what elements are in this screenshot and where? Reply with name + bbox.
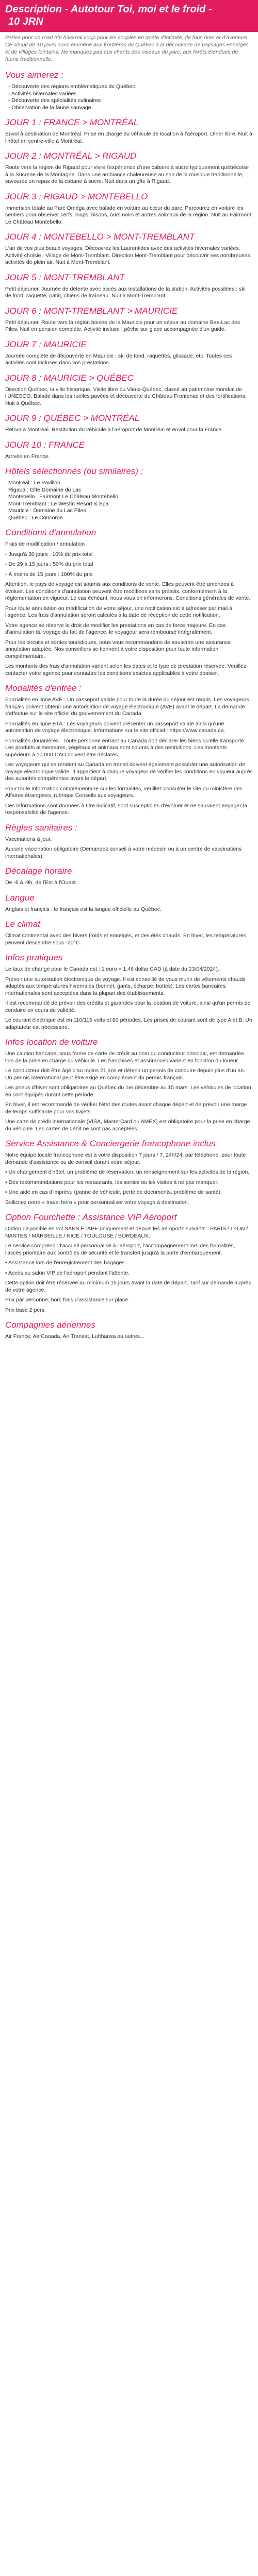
day-title: JOUR 3 : RIGAUD > MONTEBELLO: [5, 191, 148, 201]
practical-paragraph: Le courant électrique est en 110/115 volts et 60 périodes. Les prises de courant sont de type A et B. Un adaptateur est nécessaire.: [5, 1017, 252, 1030]
assistance-paragraph: • Une aide en cas d'imprévu (panne de véhicule, perte de documents, problème de santé).: [5, 1189, 222, 1195]
formalities-paragraph: Les voyageurs qui se rendent au Canada en transit doivent également posséder une autorisation de voyage électronique valide. Il appartient à chaque voyageur de vérifier les conditions en vigueur auprès des autorités compétentes avant le départ.: [5, 761, 253, 782]
language-text: Anglais et français : le français est la langue officielle au Québec.: [5, 906, 162, 912]
assistance-paragraph: • Des recommandations pour les restaurants, les sorties ou les visites à ne pas manquer.: [5, 1179, 219, 1185]
list-item: Mauricie : Domaine du Lac Piles: [8, 507, 86, 514]
practical-paragraph: Il est recommandé de prévoir des crédits et garanties pour la location de voiture, ainsi qu'un permis de conduire en cours de validité.: [5, 1000, 251, 1013]
conditions-line: - De 29 à 15 jours : 50% du prix total: [5, 561, 93, 567]
section-title-hotels: Hôtels sélectionnés (ou similaires) :: [5, 466, 143, 476]
day-title: JOUR 1 : FRANCE > MONTRÉAL: [5, 117, 139, 127]
section-title-visit: Vous aimerez :: [5, 70, 63, 80]
section-title-formalities: Modalités d'entrée :: [5, 683, 82, 693]
option-paragraph: Le service comprend : l'accueil personnalisé à l'aéroport, l'accompagnement lors des formalités, l'accès prioritaire aux contrôles de sécurité et le transfert jusqu'à la porte d'embarquement.: [5, 1243, 235, 1256]
assistance-footer: Sollicitez notre « travel hero » pour personnaliser votre voyage à destination.: [5, 1199, 189, 1206]
car-paragraph: Une carte de crédit internationale (VISA, MasterCard ou AMEX) est obligatoire pour la prise en charge du véhicule. Les cartes de débit ne sont pas acceptées.: [5, 1118, 250, 1132]
list-item: Mont-Tremblant : Le Westin Resort & Spa: [8, 500, 109, 507]
option-paragraph: Cette option doit être réservée au minimum 15 jours avant la date de départ. Tarif sur demande auprès de votre agence.: [5, 1280, 251, 1293]
day-title: JOUR 9 : QUÉBEC > MONTRÉAL: [5, 413, 140, 423]
list-item: - Observation de la faune sauvage: [8, 104, 91, 111]
list-item: - Activités hivernales variées: [8, 90, 77, 97]
intro-text: Parlez pour un road trip hivernal coup pour les couples en quête d'intimité, de fous rires et d'aventure. Ce circuit de 10 jours nous emmène aux frontières du Québec à la découverte de paysages enneigés et de villages lointains. Ne manquez pas aux chants des oiseaux du parc, aux forêts étendues de faune traditionnelle.: [5, 35, 249, 62]
day-title: JOUR 8 : MAURICIE > QUÉBEC: [5, 372, 134, 383]
day-text: Petit déjeuner. Route vers la région boisée de la Mauricie pour un séjour au domaine Bas-Lac des Piles. Nuit en pension complète. Activité incluse : pêche sur glace accompagnée d'un guide.: [5, 319, 240, 332]
section-title-option: Option Fourchette : Assistance VIP Aéroport: [5, 1212, 177, 1222]
day-title: JOUR 7 : MAURICIE: [5, 339, 87, 349]
day-text: Arrivée en France.: [5, 453, 50, 460]
conditions-paragraph: Votre agence se réserve le droit de modifier les prestations en cas de force majeure. En cas d'annulation du voyage du fait de l'agence, le voyageur sera remboursé intégralement.: [5, 622, 226, 635]
day-text: L'un de vos plus beaux voyages. Découvrez les Laurentides avec des activités hivernales variées. Activité choisie : Village de Mont-Tremblant. Direction Mont-Tremblant pour découvrir ses nombreuses activités de plein air. Nuit à Mont-Tremblant.: [5, 245, 250, 265]
car-paragraph: Le conducteur doit être âgé d'au moins 21 ans et détenir un permis de conduire depuis plus d'un an. Un permis international peut être exigé en complément du permis français.: [5, 1067, 246, 1081]
conditions-paragraph: Pour toute annulation ou modification de votre séjour, une notification est à adresser par mail à l'agence. Les frais d'annulation seront calculés à la date de réception de cette notification.: [5, 605, 233, 618]
section-title-practical: Infos pratiques: [5, 953, 63, 962]
list-item: - Découverte des spécialités culinaires: [8, 97, 101, 104]
time-text: De -6 à -9h, de l'Est à l'Ouest.: [5, 879, 77, 886]
list-item: Rigaud : Gîte Domaine du Lac: [8, 486, 82, 493]
conditions-line: - Jusqu'à 30 jours : 10% du prix total: [5, 551, 93, 557]
section-title-time: Décalage horaire: [5, 866, 72, 876]
formalities-paragraph: Formalités en ligne ETA : Les voyageurs doivent présenter un passeport valide ainsi qu'une autorisation de voyage électronique. Informations sur le site officiel : https://www.canada.ca.: [5, 720, 225, 734]
option-paragraph: Prix base 2 pers.: [5, 1307, 46, 1313]
section-title-language: Langue: [5, 892, 35, 903]
car-paragraph: Les pneus d'hiver sont obligatoires au Québec du 1er décembre au 15 mars. Les véhicules de location en sont équipés durant cette période.: [5, 1084, 251, 1098]
day-text: Envol à destination de Montréal. Prise en charge du véhicule de location à l'aéroport. Dîner libre. Nuit à l'hôtel en centre-ville à Montréal.: [5, 131, 252, 144]
section-title-assistance: Service Assistance & Conciergerie francophone inclus: [5, 1139, 216, 1148]
section-title-conditions: Conditions d'annulation: [5, 528, 96, 537]
sanitary-paragraph: Aucune vaccination obligatoire (Demandez conseil à votre médecin ou à un centre de vaccinations internationales).: [5, 846, 242, 859]
conditions-line: Frais de modification / annulation :: [5, 541, 88, 547]
hotels-list: [5, 480, 253, 521]
option-paragraph: • Accès au salon VIP de l'aéroport pendant l'attente.: [5, 1269, 130, 1276]
day-title: JOUR 2 : MONTRÉAL > RIGAUD: [5, 151, 137, 161]
option-paragraph: Prix par personne, hors frais d'assistance sur place.: [5, 1297, 130, 1303]
day-text: Immersion totale au Parc Oméga avec balade en voiture au cœur du parc. Parcourez en voiture les sentiers pour observer cerfs, loups, bisons, ours noirs et autres animaux de la région. Nuit au Fairmont Le Château Montebello.: [5, 205, 251, 225]
section-title-sanitary: Règles sanitaires :: [5, 822, 77, 833]
assistance-paragraph: Notre équipe locale francophone est à votre disposition 7 jours / 7, 24h/24, par téléphone, pour toute demande d'assistance ou de conseil durant votre séjour.: [5, 1152, 246, 1165]
section-title-climate: Le climat: [5, 919, 41, 929]
option-paragraph: • Assistance lors de l'enregistrement des bagages.: [5, 1260, 126, 1266]
section-title-airlines: Compagnies aériennes: [5, 1320, 95, 1330]
practical-paragraph: Prévoir une autorisation électronique de voyage. Il est conseillé de vous munir de vêtements chauds adaptés aux températures hivernales (bonnet, gants, écharpe, bottes). Les cartes bancaires internationales sont acceptées dans la plupart des établissements.: [5, 976, 246, 996]
section-title-car: Infos location de voiture: [5, 1037, 98, 1047]
day-title: JOUR 5 : MONT-TREMBLANT: [5, 272, 125, 282]
day-text: Direction Québec, la ville historique. Visite libre du Vieux-Québec, classé au patrimoine mondial de l'UNESCO. Balade dans les ruelles pavées et découverte du Château Frontenac et des fortifications. Nuit à Québec.: [5, 386, 247, 406]
page-title: Description - Autotour Toi, moi et le froid -: [5, 4, 212, 15]
airlines-text: Air France, Air Canada, Air Transat, Lufthansa ou autres...: [5, 1333, 144, 1340]
page-title-banner: [0, 0, 258, 32]
conditions-line: Attention, le pays de voyage est soumis aux conditions de vente. Elles peuvent être amenées à évoluer. Les conditions d'annulation peuvent être modifiées sans préavis, conformément à la réglementation en vigueur. Le cas échéant, nous vous en informerons. Conditions générales de vente.: [5, 581, 251, 601]
day-text: Route vers la région de Rigaud pour vivre l'expérience d'une cabane à sucre typiquement québécoise à la Sucrerie de la Montagne. Dans une ambiance chaleureuse au son de la musique traditionnelle, savourez un repas de la cabane à sucre. Nuit dans un gîte à Rigaud.: [5, 164, 249, 184]
day-title: JOUR 4 : MONTEBELLO > MONT-TREMBLANT: [5, 232, 195, 242]
climate-text: Climat continental avec des hivers froids et enneigés, et des étés chauds. En hiver, les températures peuvent descendre sous -20°C.: [5, 933, 246, 946]
conditions-line: - À moins de 15 jours : 100% du prix: [5, 571, 93, 578]
formalities-paragraph: Formalités en ligne AVE : Un passeport valide pour toute la durée du séjour est requis. Les voyageurs français doivent obtenir une autorisation de voyage électronique (AVE) avant le départ. La demande s'effectue sur le site officiel du gouvernement du Canada.: [5, 697, 249, 717]
car-paragraph: Une caution bancaire, sous forme de carte de crédit au nom du conducteur principal, est demandée lors de la prise en charge du véhicule. Les franchises et assurances varient en fonction du loueur.: [5, 1050, 244, 1064]
day-text: Retour à Montréal. Restitution du véhicule à l'aéroport de Montréal et envol pour la France.: [5, 427, 223, 433]
assistance-paragraph: • Un changement d'hôtel, un problème de réservation, un renseignement sur les activités de la région.: [5, 1169, 250, 1175]
page-subtitle: 10 JRN: [8, 16, 43, 27]
day-text: Journée complète de découverte en Mauricie : ski de fond, raquettes, glissade, etc. Toutes ces activités sont incluses dans vos prestations.: [5, 352, 232, 366]
formalities-paragraph: Pour toute information complémentaire sur les formalités, veuillez consulter le site du ministère des Affaires étrangères, rubrique Conseils aux voyageurs.: [5, 785, 243, 799]
day-title: JOUR 10 : FRANCE: [5, 439, 85, 450]
list-item: Québec : Le Concorde: [8, 514, 63, 521]
practical-paragraph: Le taux de change pour le Canada est : 1 euro = 1,46 dollar CAD (à date du 23/04/2024).: [5, 966, 219, 972]
list-item: Montréal : Le Pavillon: [8, 480, 60, 486]
sanitary-paragraph: Vaccinations à jour.: [5, 836, 52, 842]
car-paragraph: En hiver, il est recommandé de vérifier l'état des routes avant chaque départ et de prévoir une marge de temps suffisante pour vos trajets.: [5, 1101, 247, 1115]
formalities-paragraph: Formalités douanières : Toute personne entrant au Canada doit déclarer les biens qu'elle transporte. Les produits alimentaires, végétaux et animaux sont soumis à des restrictions. Les montants supérieurs à 10 000 CAD doivent être déclarés.: [5, 737, 246, 758]
option-paragraph: Option disponible en vol SANS ÉTAPE uniquement et depuis les aéroports suivants : PARIS / LYON / NANTES / MARSEILLE / NICE / TOULOUSE / BORDEAUX.: [5, 1226, 248, 1239]
day-title: JOUR 6 : MONT-TREMBLANT > MAURICIE: [5, 306, 178, 316]
list-item: - Découverte des régions emblématiques du Québec: [8, 83, 135, 90]
formalities-paragraph: Ces informations sont données à titre indicatif, sont susceptibles d'évoluer et ne sauraient engager la responsabilité de l'agence.: [5, 802, 247, 816]
conditions-paragraph: Les montants des frais d'annulation varient selon les dates et le type de prestation réservée. Veuillez contacter votre agence pour connaître les conditions exactes applicables à votre dossier.: [5, 663, 247, 676]
conditions-paragraph: Pour les circuits et sorties touristiques, nous vous recommandons de souscrire une assurance annulation adaptée. Nos conseillers se tiennent à votre disposition pour toute information complémentaire.: [5, 639, 231, 659]
highlights-list: [5, 83, 253, 111]
list-item: Montebello : Fairmont Le Château Montebello: [8, 494, 119, 500]
day-text: Petit déjeuner. Journée de détente avec accès aux installations de la station. Activités possibles : ski de fond, raquette, patin, chiens de traîneau. Nuit à Mont-Tremblant.: [5, 285, 246, 299]
